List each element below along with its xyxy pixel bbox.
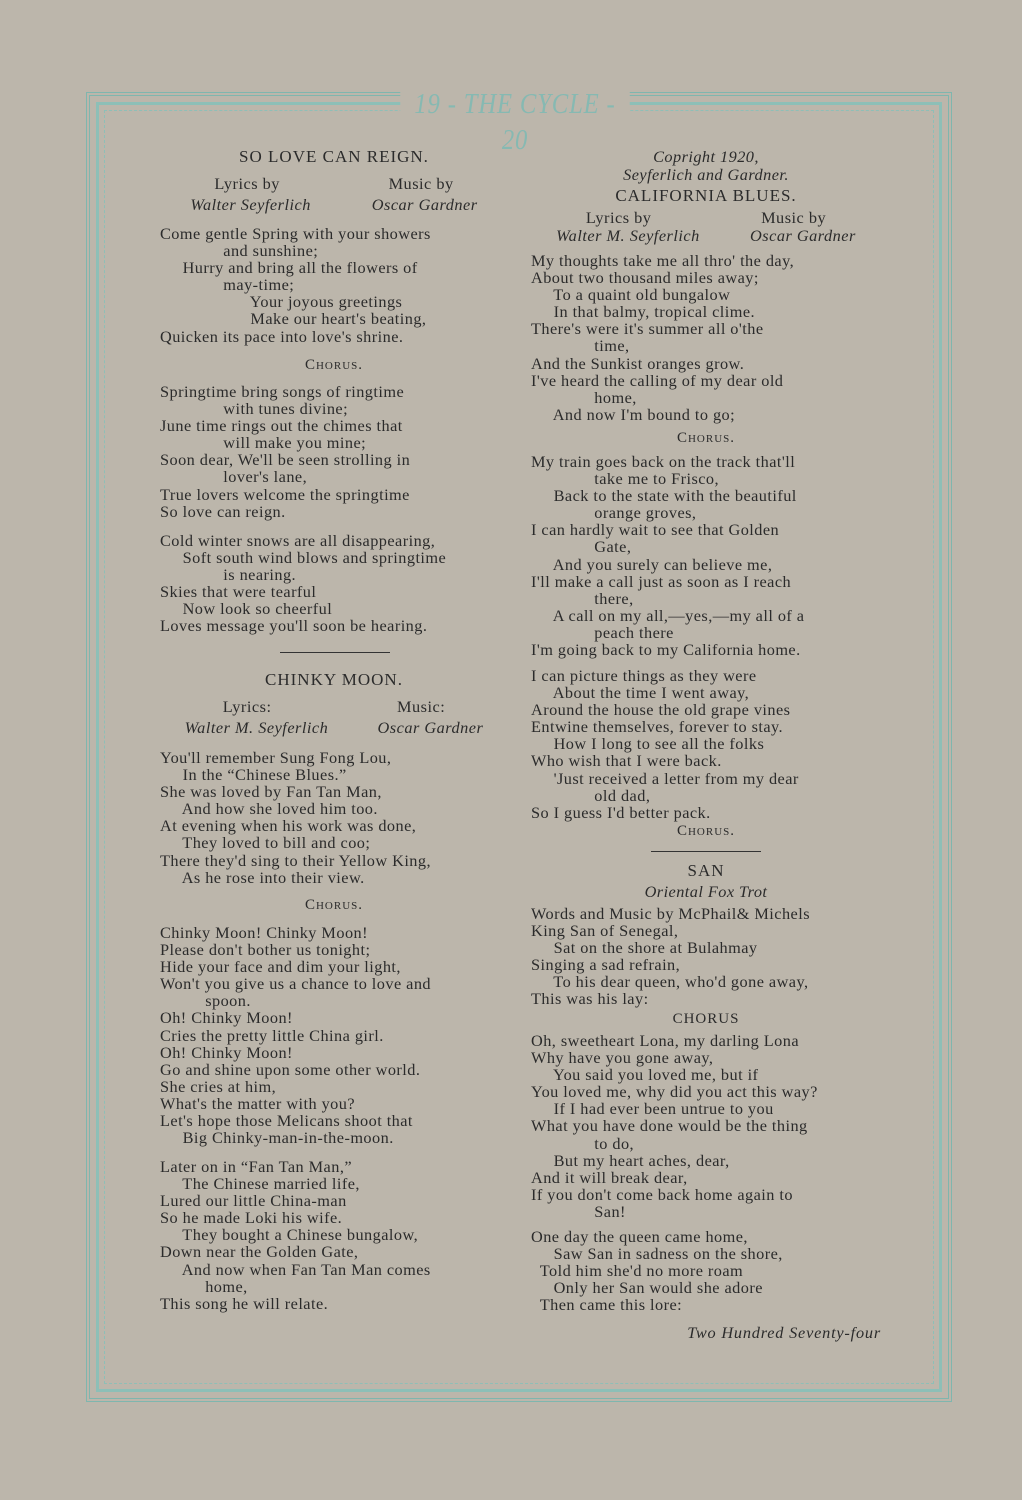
verse-line: I can hardly wait to see that Golden	[531, 520, 780, 540]
verse-line: This was his lay:	[531, 989, 649, 1009]
verse-line: Quicken its pace into love's shrine.	[160, 326, 404, 346]
verse-line: Entwine themselves, forever to stay.	[531, 717, 784, 737]
verse-line: Please don't bother us tonight;	[160, 940, 371, 960]
stanza	[531, 1228, 881, 1313]
credits-row	[160, 696, 508, 717]
verse-line: And how she loved him too.	[160, 799, 378, 819]
verse-line: Saw San in sadness on the shore,	[531, 1244, 783, 1264]
composer-credit: Music:	[396, 697, 446, 716]
verse-line: Oh! Chinky Moon!	[160, 1042, 293, 1062]
verse-line: In the “Chinese Blues.”	[160, 765, 347, 785]
verse-line: Now look so cheerful	[160, 599, 333, 619]
verse-line: I'm going back to my California home.	[531, 640, 801, 660]
running-title: 19 - THE CYCLE - 20	[400, 86, 630, 122]
verse-line: There they'd sing to their Yellow King,	[160, 850, 432, 870]
verse-line: is nearing.	[160, 565, 297, 585]
lyricist-credit: Lyrics by	[214, 174, 280, 193]
verse-line: She was loved by Fan Tan Man,	[160, 782, 382, 802]
verse-line: You'll remember Sung Fong Lou,	[160, 748, 392, 767]
verse-line: So love can reign.	[160, 501, 286, 521]
credits-row	[160, 173, 508, 194]
chorus-label: Chorus.	[304, 897, 364, 913]
verse-line: About two thousand miles away;	[531, 268, 759, 288]
verse-line: You said you loved me, but if	[531, 1065, 759, 1085]
verse-line: My train goes back on the track that'll	[531, 452, 796, 471]
chorus-label: Chorus.	[676, 823, 736, 839]
verse-line: take me to Frisco,	[531, 469, 720, 489]
stanza	[160, 924, 508, 1146]
song-title: SAN	[687, 861, 725, 880]
verse-line: My thoughts take me all thro' the day,	[531, 251, 795, 270]
verse-line: Loves message you'll soon be hearing.	[160, 616, 428, 636]
verse-line: Chinky Moon! Chinky Moon!	[160, 923, 368, 942]
verse-line: Then came this lore:	[531, 1295, 683, 1315]
song-title: CALIFORNIA BLUES.	[615, 186, 797, 205]
verse-line: To his dear queen, who'd gone away,	[531, 972, 809, 992]
verse-line: Told him she'd no more roam	[531, 1261, 744, 1281]
verse-line: Hide your face and dim your light,	[160, 957, 401, 977]
verse-line: The Chinese married life,	[160, 1174, 360, 1194]
page-number: Two Hundred Seventy-four	[687, 1323, 881, 1342]
page-number-block	[531, 1323, 881, 1343]
verse-line: About the time I went away,	[531, 683, 750, 703]
italic-line-block	[531, 166, 881, 183]
verse-line: to do,	[531, 1133, 635, 1153]
song-title-block	[160, 147, 508, 167]
verse-line: She cries at him,	[160, 1076, 277, 1096]
chorus-label: CHORUS	[672, 1011, 740, 1027]
lyricist-credit: Walter M. Seyferlich	[556, 226, 700, 245]
stanza	[160, 225, 508, 345]
verse-line: As he rose into their view.	[160, 867, 365, 887]
song-title: CHINKY MOON.	[265, 670, 403, 689]
credits-row	[160, 194, 508, 215]
verse-line: Won't you give us a chance to love and	[160, 974, 432, 994]
verse-line: And it will break dear,	[531, 1167, 688, 1187]
chorus-label-block	[160, 357, 508, 374]
credits	[531, 225, 881, 246]
verse-line: Big Chinky-man-in-the-moon.	[160, 1128, 394, 1148]
verse-line: time,	[531, 336, 630, 356]
song-title-block	[531, 861, 881, 881]
verse-line: San!	[531, 1201, 626, 1221]
verse-line: Make our heart's beating,	[160, 309, 427, 329]
stanza	[160, 532, 508, 635]
verse-line: How I long to see all the folks	[531, 734, 765, 754]
composer-credit: Music by	[388, 174, 454, 193]
chorus-label-block	[531, 1011, 881, 1028]
verse-line: Back to the state with the beautiful	[531, 486, 797, 506]
verse-line: lover's lane,	[160, 467, 308, 487]
verse-line: Oh, sweetheart Lona, my darling Lona	[531, 1031, 800, 1050]
composer-credit: Oscar Gardner	[377, 718, 484, 737]
stanza	[531, 667, 881, 821]
verse-line: Soft south wind blows and springtime	[160, 548, 447, 568]
verse-line: You loved me, why did you act this way?	[531, 1082, 818, 1102]
italic-line-block	[531, 148, 881, 165]
verse-line: In that balmy, tropical clime.	[531, 302, 756, 322]
stanza	[160, 749, 508, 886]
stanza	[160, 383, 508, 520]
verse-line: may-time;	[160, 275, 295, 295]
italic-line: Oriental Fox Trot	[644, 882, 768, 901]
verse-line: So he made Loki his wife.	[160, 1208, 343, 1228]
verse-line: Cold winter snows are all disappearing,	[160, 531, 436, 550]
verse-line: peach there	[531, 622, 674, 642]
verse-line: But my heart aches, dear,	[531, 1150, 730, 1170]
verse-line: Hurry and bring all the flowers of	[160, 258, 418, 278]
verse-line: Why have you gone away,	[531, 1048, 714, 1068]
verse-line: To a quaint old bungalow	[531, 285, 731, 305]
verse-line: Down near the Golden Gate,	[160, 1242, 359, 1262]
verse-line: They loved to bill and coo;	[160, 833, 371, 853]
verse-line: Around the house the old grape vines	[531, 700, 791, 720]
verse-line: Lured our little China-man	[160, 1191, 347, 1211]
stanza	[531, 252, 881, 423]
italic-line: Copright 1920,	[653, 147, 759, 166]
italic-line-block	[531, 883, 881, 900]
lyricist-credit: Lyrics:	[222, 697, 272, 716]
credits-row	[160, 717, 508, 738]
verse-line: A call on my all,—yes,—my all of a	[531, 605, 805, 625]
verse-line: So I guess I'd better pack.	[531, 802, 711, 822]
chorus-label-block	[531, 823, 881, 840]
verse-line: Oh! Chinky Moon!	[160, 1008, 293, 1028]
stanza	[160, 1158, 508, 1312]
composer-credit: Oscar Gardner	[371, 195, 478, 214]
verse-line: True lovers welcome the springtime	[160, 484, 410, 504]
stanza	[531, 905, 881, 1008]
credits-row	[531, 225, 881, 246]
verse-line: June time rings out the chimes that	[160, 416, 403, 436]
verse-line: If you don't come back home again to	[531, 1184, 793, 1204]
chorus-label: Chorus.	[676, 430, 736, 446]
verse-line: Skies that were tearful	[160, 582, 317, 602]
verse-line: I've heard the calling of my dear old	[531, 370, 784, 390]
song-title: SO LOVE CAN REIGN.	[239, 147, 429, 166]
credits	[160, 696, 508, 717]
lyricist-credit: Lyrics by	[585, 208, 652, 227]
chorus-label-block	[531, 430, 881, 447]
verse-line: old dad,	[531, 785, 651, 805]
verse-line: If I had ever been untrue to you	[531, 1099, 774, 1119]
chorus-label: Chorus.	[304, 357, 364, 373]
verse-line: And you surely can believe me,	[531, 554, 773, 574]
verse-line: Sat on the shore at Bulahmay	[531, 938, 758, 958]
verse-line: At evening when his work was done,	[160, 816, 417, 836]
composer-credit: Music by	[761, 208, 827, 227]
verse-line: and sunshine;	[160, 241, 319, 261]
song-title-block	[160, 670, 508, 690]
verse-line: with tunes divine;	[160, 399, 349, 419]
verse-line: spoon.	[160, 991, 251, 1011]
credits	[160, 173, 508, 194]
verse-line: Singing a sad refrain,	[531, 955, 681, 975]
lyricist-credit: Walter Seyferlich	[190, 195, 311, 214]
verse-line: I'll make a call just as soon as I reach	[531, 571, 792, 591]
stanza	[531, 453, 881, 658]
verse-line: Cries the pretty little China girl.	[160, 1025, 384, 1045]
divider-rule	[651, 851, 761, 852]
verse-line: They bought a Chinese bungalow,	[160, 1225, 419, 1245]
verse-line: there,	[531, 588, 634, 608]
credits	[160, 717, 508, 738]
verse-line: King San of Senegal,	[531, 921, 679, 941]
verse-line: orange groves,	[531, 503, 697, 523]
verse-line: Words and Music by McPhail& Michels	[531, 904, 810, 923]
verse-line: home,	[531, 387, 637, 407]
song-title-block	[531, 186, 881, 206]
lyricist-credit: Walter M. Seyferlich	[184, 718, 329, 737]
chorus-label-block	[160, 897, 508, 914]
verse-line: will make you mine;	[160, 433, 367, 453]
verse-line: Only her San would she adore	[531, 1278, 763, 1298]
verse-line: 'Just received a letter from my dear	[531, 768, 799, 788]
verse-line: Who wish that I were back.	[531, 751, 722, 771]
italic-line: Seyferlich and Gardner.	[623, 165, 789, 184]
verse-line: Gate,	[531, 537, 632, 557]
verse-line: Come gentle Spring with your showers	[160, 224, 431, 243]
verse-line: Springtime bring songs of ringtime	[160, 382, 405, 401]
divider-rule	[280, 652, 390, 653]
composer-credit: Oscar Gardner	[750, 226, 856, 245]
verse-line: Your joyous greetings	[160, 292, 403, 312]
verse-line: There's were it's summer all o'the	[531, 319, 764, 339]
verse-line: home,	[160, 1276, 248, 1296]
verse-line: Let's hope those Melicans shoot that	[160, 1111, 413, 1131]
verse-line: Later on in “Fan Tan Man,”	[160, 1157, 353, 1176]
verse-line: And the Sunkist oranges grow.	[531, 353, 745, 373]
verse-line: I can picture things as they were	[531, 666, 757, 685]
stanza	[531, 1032, 881, 1220]
credits	[160, 194, 508, 215]
verse-line: This song he will relate.	[160, 1293, 329, 1313]
verse-line: One day the queen came home,	[531, 1227, 748, 1246]
verse-line: Go and shine upon some other world.	[160, 1059, 421, 1079]
verse-line: And now when Fan Tan Man comes	[160, 1259, 431, 1279]
verse-line: And now I'm bound to go;	[531, 404, 736, 424]
verse-line: Soon dear, We'll be seen strolling in	[160, 450, 411, 470]
verse-line: What's the matter with you?	[160, 1093, 356, 1113]
verse-line: What you have done would be the thing	[531, 1116, 808, 1136]
